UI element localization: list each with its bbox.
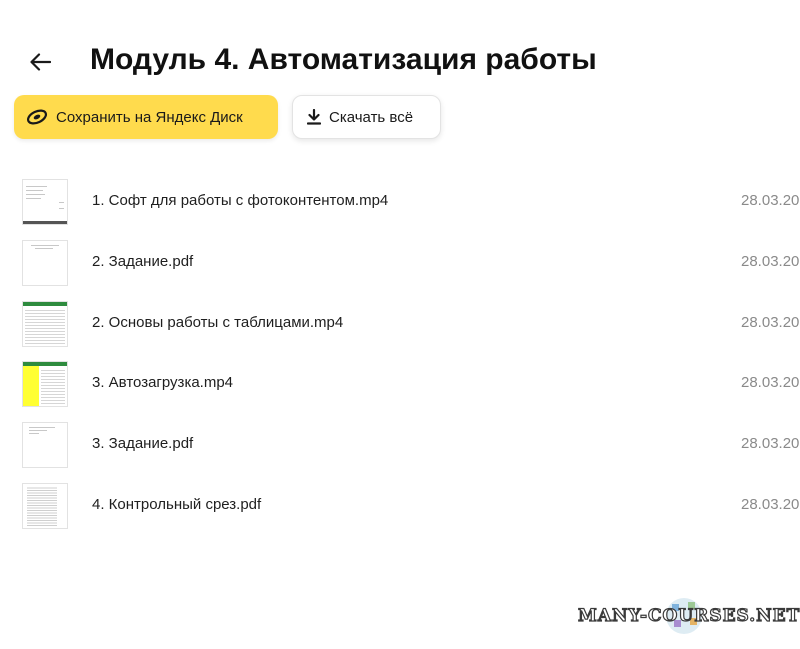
file-row[interactable] xyxy=(0,172,800,233)
download-all-button[interactable] xyxy=(292,95,441,139)
toolbar xyxy=(14,95,441,139)
file-date: 28.03.20 xyxy=(741,252,800,270)
file-date: 28.03.20 xyxy=(741,313,800,331)
file-row[interactable] xyxy=(0,354,800,415)
arrow-left-icon xyxy=(29,53,51,71)
file-name: 3. Задание.pdf xyxy=(92,435,194,453)
file-name: 1. Софт для работы с фотоконтентом.mp4 xyxy=(92,192,389,209)
save-button-label: Сохранить на Яндекс Диск xyxy=(56,108,243,126)
file-row[interactable] xyxy=(0,294,800,355)
watermark-text: MANY-COURSES.NET xyxy=(578,606,800,626)
video-thumbnail xyxy=(22,179,68,225)
file-name: 2. Задание.pdf xyxy=(92,252,194,270)
pdf-thumbnail xyxy=(22,240,68,286)
file-row[interactable] xyxy=(0,415,800,476)
pdf-thumbnail xyxy=(22,422,68,468)
file-date: 28.03.20 xyxy=(741,374,800,392)
file-row[interactable] xyxy=(0,233,800,294)
file-date: 28.03.20 xyxy=(741,192,800,209)
download-button-label: Скачать всё xyxy=(329,108,414,126)
file-date: 28.03.20 xyxy=(741,435,800,453)
video-thumbnail xyxy=(22,301,68,347)
file-name: 3. Автозагрузка.mp4 xyxy=(92,374,234,392)
watermark xyxy=(578,596,800,636)
header xyxy=(0,0,800,90)
yandex-disk-icon xyxy=(26,109,48,125)
file-date: 28.03.20 xyxy=(741,495,800,513)
file-row[interactable] xyxy=(0,476,800,537)
video-thumbnail xyxy=(22,361,68,407)
file-name: 4. Контрольный срез.pdf xyxy=(92,495,262,513)
pdf-thumbnail xyxy=(22,483,68,529)
download-icon xyxy=(307,109,321,125)
file-list xyxy=(0,172,800,537)
file-name: 2. Основы работы с таблицами.mp4 xyxy=(92,313,344,331)
page-title: Модуль 4. Автоматизация работы xyxy=(90,43,597,76)
back-button[interactable] xyxy=(24,46,56,78)
save-to-disk-button[interactable] xyxy=(14,95,278,139)
